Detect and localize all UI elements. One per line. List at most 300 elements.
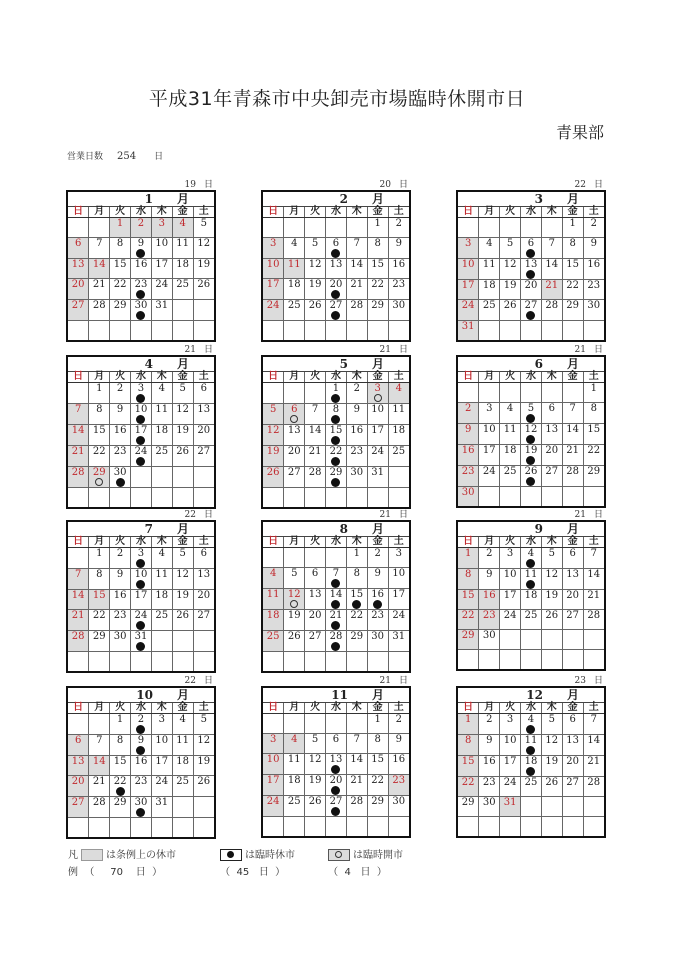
empty-cell bbox=[541, 797, 562, 817]
weekday-header: 月 bbox=[284, 372, 305, 383]
day-cell bbox=[263, 589, 284, 610]
legend-closed-unit: 日 bbox=[258, 867, 269, 878]
weekday-header: 土 bbox=[583, 537, 604, 548]
day-cell bbox=[500, 280, 521, 300]
day-cell bbox=[193, 383, 214, 404]
day-number: 3 bbox=[464, 238, 472, 249]
day-cell bbox=[284, 796, 305, 817]
day-number: 5 bbox=[506, 238, 514, 249]
day-cell bbox=[479, 756, 500, 777]
day-number: 5 bbox=[179, 548, 186, 559]
month-calendar-2 bbox=[261, 180, 411, 342]
month-calendar-9 bbox=[456, 510, 606, 671]
weekday-header: 月 bbox=[89, 537, 110, 548]
day-number: 18 bbox=[266, 610, 280, 621]
day-cell bbox=[284, 631, 305, 652]
day-cell bbox=[110, 797, 131, 818]
day-number: 4 bbox=[179, 218, 186, 229]
empty-cell bbox=[583, 630, 604, 650]
day-number: 19 bbox=[308, 775, 322, 786]
legend-temp-closed: は臨時休市 （ 45 日 ） bbox=[217, 850, 295, 878]
day-number: 17 bbox=[482, 445, 496, 456]
weekday-header: 月 bbox=[89, 207, 110, 218]
legend-temp-open: は臨時開市 （ 4 日 ） bbox=[325, 850, 403, 878]
day-cell bbox=[131, 404, 152, 425]
day-number: 6 bbox=[569, 548, 576, 559]
empty-cell bbox=[388, 817, 409, 837]
day-cell bbox=[388, 425, 409, 446]
empty-cell bbox=[541, 487, 562, 507]
empty-cell bbox=[284, 321, 305, 341]
day-number: 15 bbox=[92, 590, 106, 601]
day-number: 21 bbox=[92, 776, 106, 787]
legend-open-count: 4 bbox=[344, 867, 351, 878]
weekday-header: 土 bbox=[583, 207, 604, 218]
day-cell bbox=[500, 756, 521, 777]
day-number: 26 bbox=[176, 610, 189, 621]
day-number: 11 bbox=[392, 404, 406, 415]
day-number: 8 bbox=[590, 403, 597, 414]
day-cell bbox=[131, 548, 152, 569]
day-number: 6 bbox=[74, 238, 82, 249]
month-calendar-11 bbox=[261, 676, 411, 838]
day-cell bbox=[151, 279, 172, 300]
day-number: 9 bbox=[486, 569, 493, 580]
day-number: 30 bbox=[461, 487, 475, 498]
day-cell bbox=[68, 590, 89, 610]
day-number: 23 bbox=[461, 466, 475, 477]
empty-cell bbox=[131, 818, 152, 838]
day-number: 27 bbox=[287, 467, 301, 478]
filled-circle-icon bbox=[526, 311, 535, 320]
empty-cell bbox=[151, 488, 172, 508]
day-number: 15 bbox=[113, 259, 127, 270]
day-number: 16 bbox=[587, 259, 601, 270]
day-cell bbox=[110, 279, 131, 300]
day-cell bbox=[89, 776, 110, 797]
day-number: 8 bbox=[569, 238, 576, 249]
month-suffix: 月 bbox=[371, 522, 384, 536]
empty-cell bbox=[521, 817, 542, 837]
weekday-header: 木 bbox=[541, 372, 562, 383]
day-number: 18 bbox=[287, 775, 301, 786]
day-number: 25 bbox=[266, 631, 280, 642]
legend-regular-label: は条例上の休市 bbox=[106, 850, 176, 861]
filled-circle-icon bbox=[331, 807, 340, 816]
month-number: 11 bbox=[331, 688, 348, 702]
weekday-header: 土 bbox=[193, 372, 214, 383]
weekday-header: 水 bbox=[326, 372, 347, 383]
filled-circle-icon bbox=[136, 249, 145, 258]
filled-circle-icon bbox=[526, 414, 535, 423]
count-value: 22 bbox=[184, 676, 196, 686]
weekday-header: 月 bbox=[89, 703, 110, 714]
day-cell bbox=[193, 610, 214, 631]
day-number: 21 bbox=[350, 775, 364, 786]
weekday-header: 日 bbox=[458, 207, 479, 218]
day-cell bbox=[89, 735, 110, 756]
day-number: 17 bbox=[392, 589, 406, 600]
day-number: 23 bbox=[587, 280, 601, 291]
weekday-header: 火 bbox=[305, 703, 326, 714]
day-cell bbox=[562, 466, 583, 487]
day-number: 5 bbox=[291, 568, 298, 579]
day-number: 11 bbox=[155, 569, 169, 580]
day-number: 29 bbox=[113, 300, 127, 311]
day-number: 30 bbox=[371, 631, 384, 642]
day-cell bbox=[68, 756, 89, 776]
day-number: 26 bbox=[308, 796, 322, 807]
month-number: 10 bbox=[136, 688, 153, 702]
filled-circle-icon bbox=[136, 621, 145, 630]
empty-cell bbox=[541, 321, 562, 341]
day-number: 14 bbox=[587, 735, 601, 746]
day-cell bbox=[68, 631, 89, 652]
day-cell bbox=[172, 279, 193, 300]
day-cell bbox=[172, 548, 193, 569]
day-cell bbox=[346, 446, 367, 467]
day-number: 26 bbox=[197, 279, 211, 290]
day-number: 31 bbox=[371, 467, 384, 478]
day-number: 11 bbox=[482, 259, 496, 270]
day-number: 9 bbox=[486, 735, 493, 746]
day-number: 23 bbox=[113, 610, 127, 621]
day-cell bbox=[110, 383, 131, 404]
month-day-count bbox=[177, 342, 213, 355]
day-cell bbox=[89, 404, 110, 425]
day-number: 18 bbox=[155, 590, 169, 601]
empty-cell bbox=[479, 487, 500, 507]
empty-cell bbox=[346, 714, 367, 734]
day-cell bbox=[541, 238, 562, 259]
weekday-header: 土 bbox=[388, 703, 409, 714]
day-number: 30 bbox=[350, 467, 364, 478]
day-number: 13 bbox=[524, 259, 538, 270]
day-cell bbox=[131, 259, 152, 279]
day-number: 20 bbox=[197, 590, 211, 601]
day-cell bbox=[500, 466, 521, 487]
day-number: 24 bbox=[266, 300, 280, 311]
weekday-header: 日 bbox=[263, 207, 284, 218]
day-number: 3 bbox=[506, 548, 514, 559]
day-number: 9 bbox=[590, 238, 597, 249]
empty-cell bbox=[193, 321, 214, 341]
empty-cell bbox=[193, 818, 214, 838]
day-cell bbox=[326, 631, 347, 652]
day-number: 13 bbox=[71, 756, 85, 767]
day-number: 6 bbox=[527, 238, 535, 249]
day-number: 25 bbox=[524, 610, 538, 621]
day-number: 20 bbox=[287, 446, 301, 457]
day-number: 8 bbox=[116, 735, 124, 746]
day-number: 21 bbox=[308, 446, 322, 457]
weekday-header: 月 bbox=[284, 703, 305, 714]
weekday-header: 土 bbox=[388, 372, 409, 383]
month-header bbox=[68, 688, 214, 703]
day-cell bbox=[68, 467, 89, 488]
empty-cell bbox=[388, 321, 409, 341]
month-day-count bbox=[177, 177, 213, 190]
day-cell bbox=[172, 569, 193, 590]
day-number: 22 bbox=[92, 610, 106, 621]
empty-cell bbox=[89, 488, 110, 508]
day-number: 13 bbox=[566, 569, 579, 580]
day-cell bbox=[583, 259, 604, 280]
day-number: 28 bbox=[350, 796, 364, 807]
empty-cell bbox=[110, 652, 131, 672]
day-number: 12 bbox=[287, 589, 301, 600]
weekday-header: 木 bbox=[541, 207, 562, 218]
day-number: 28 bbox=[71, 467, 85, 478]
weekday-header: 木 bbox=[151, 207, 172, 218]
day-cell bbox=[500, 735, 521, 756]
day-cell bbox=[68, 425, 89, 446]
weekday-header: 金 bbox=[367, 703, 388, 714]
weekday-header: 火 bbox=[500, 207, 521, 218]
day-cell bbox=[193, 735, 214, 756]
day-cell bbox=[110, 446, 131, 467]
count-value: 21 bbox=[184, 345, 196, 355]
day-cell bbox=[458, 777, 479, 797]
empty-cell bbox=[541, 383, 562, 403]
day-number: 16 bbox=[392, 259, 406, 270]
month-suffix: 月 bbox=[176, 522, 189, 536]
empty-cell bbox=[367, 817, 388, 837]
day-cell bbox=[131, 300, 152, 321]
empty-cell bbox=[305, 321, 326, 341]
empty-cell bbox=[562, 321, 583, 341]
day-cell bbox=[110, 259, 131, 279]
weekday-header: 水 bbox=[521, 207, 542, 218]
day-cell bbox=[479, 569, 500, 590]
filled-circle-icon bbox=[331, 436, 340, 445]
empty-cell bbox=[346, 321, 367, 341]
empty-cell bbox=[326, 714, 347, 734]
day-cell bbox=[388, 568, 409, 589]
empty-cell bbox=[346, 218, 367, 238]
day-number: 10 bbox=[134, 404, 148, 415]
day-cell bbox=[68, 735, 89, 756]
day-cell bbox=[110, 610, 131, 631]
day-cell bbox=[346, 259, 367, 279]
day-cell bbox=[479, 630, 500, 650]
day-cell bbox=[562, 300, 583, 321]
day-cell bbox=[541, 735, 562, 756]
day-number: 2 bbox=[116, 383, 124, 394]
day-number: 6 bbox=[548, 403, 555, 414]
day-cell bbox=[193, 425, 214, 446]
day-number: 14 bbox=[545, 259, 559, 270]
day-cell bbox=[458, 259, 479, 280]
day-cell bbox=[388, 218, 409, 238]
day-number: 30 bbox=[134, 797, 148, 808]
count-value: 21 bbox=[379, 345, 391, 355]
day-cell bbox=[367, 610, 388, 631]
day-number: 20 bbox=[329, 775, 343, 786]
day-cell bbox=[193, 238, 214, 259]
day-cell bbox=[284, 610, 305, 631]
day-number: 24 bbox=[155, 776, 169, 787]
day-cell bbox=[458, 610, 479, 630]
day-cell bbox=[521, 466, 542, 487]
day-cell bbox=[562, 280, 583, 300]
day-number: 18 bbox=[155, 425, 169, 436]
weekday-header: 火 bbox=[110, 703, 131, 714]
day-cell bbox=[562, 610, 583, 630]
day-cell bbox=[284, 589, 305, 610]
weekday-header: 金 bbox=[172, 372, 193, 383]
day-number: 7 bbox=[353, 734, 360, 745]
day-number: 2 bbox=[353, 383, 360, 394]
day-cell bbox=[500, 403, 521, 424]
count-unit: 日 bbox=[398, 345, 408, 355]
day-number: 29 bbox=[461, 797, 475, 808]
day-cell bbox=[263, 631, 284, 652]
day-number: 15 bbox=[461, 590, 475, 601]
empty-cell bbox=[500, 321, 521, 341]
empty-cell bbox=[151, 818, 172, 838]
empty-cell bbox=[263, 714, 284, 734]
month-day-count bbox=[372, 177, 408, 190]
day-cell bbox=[326, 446, 347, 467]
day-cell bbox=[284, 279, 305, 300]
day-cell bbox=[89, 548, 110, 569]
weekday-header: 金 bbox=[367, 372, 388, 383]
day-number: 2 bbox=[374, 548, 381, 559]
empty-cell bbox=[388, 652, 409, 672]
empty-cell bbox=[89, 818, 110, 838]
day-number: 5 bbox=[548, 714, 555, 725]
day-cell bbox=[193, 446, 214, 467]
weekday-header: 金 bbox=[172, 207, 193, 218]
day-number: 3 bbox=[158, 218, 165, 229]
day-number: 31 bbox=[503, 797, 517, 808]
day-cell bbox=[346, 548, 367, 568]
day-number: 8 bbox=[374, 238, 381, 249]
day-cell bbox=[193, 259, 214, 279]
empty-cell bbox=[110, 818, 131, 838]
filled-circle-icon bbox=[331, 786, 340, 795]
day-cell bbox=[367, 734, 388, 754]
day-number: 20 bbox=[71, 776, 85, 787]
empty-cell bbox=[521, 650, 542, 670]
day-number: 18 bbox=[392, 425, 406, 436]
day-number: 29 bbox=[587, 466, 601, 477]
day-number: 15 bbox=[329, 425, 343, 436]
day-number: 21 bbox=[587, 590, 601, 601]
day-cell bbox=[388, 404, 409, 425]
day-cell bbox=[346, 589, 367, 610]
month-number: 5 bbox=[339, 357, 348, 371]
day-cell bbox=[388, 259, 409, 279]
day-number: 20 bbox=[545, 445, 559, 456]
day-number: 29 bbox=[92, 467, 106, 478]
day-cell bbox=[151, 238, 172, 259]
day-cell bbox=[326, 259, 347, 279]
day-cell bbox=[562, 777, 583, 797]
day-number: 22 bbox=[371, 279, 384, 290]
day-cell bbox=[388, 589, 409, 610]
day-number: 13 bbox=[329, 754, 343, 765]
empty-cell bbox=[193, 797, 214, 818]
day-cell bbox=[521, 259, 542, 280]
day-cell bbox=[89, 300, 110, 321]
day-cell bbox=[458, 714, 479, 735]
day-cell bbox=[583, 300, 604, 321]
empty-cell bbox=[346, 817, 367, 837]
weekday-header: 木 bbox=[346, 537, 367, 548]
day-number: 1 bbox=[353, 548, 360, 559]
day-cell bbox=[284, 775, 305, 796]
weekday-header: 水 bbox=[131, 372, 152, 383]
empty-cell bbox=[583, 817, 604, 837]
day-cell bbox=[458, 280, 479, 300]
day-number: 15 bbox=[113, 756, 127, 767]
day-number: 12 bbox=[176, 569, 189, 580]
day-number: 12 bbox=[524, 424, 538, 435]
filled-circle-icon bbox=[136, 436, 145, 445]
day-number: 24 bbox=[266, 796, 280, 807]
empty-cell bbox=[479, 817, 500, 837]
day-number: 5 bbox=[527, 403, 535, 414]
empty-cell bbox=[89, 714, 110, 735]
day-number: 19 bbox=[524, 445, 538, 456]
day-number: 15 bbox=[566, 259, 579, 270]
day-number: 27 bbox=[197, 446, 211, 457]
day-number: 27 bbox=[566, 777, 579, 788]
day-cell bbox=[500, 797, 521, 817]
day-cell bbox=[388, 548, 409, 568]
day-cell bbox=[263, 279, 284, 300]
day-number: 3 bbox=[158, 714, 165, 725]
day-cell bbox=[458, 548, 479, 569]
day-cell bbox=[131, 631, 152, 652]
day-cell bbox=[541, 424, 562, 445]
day-number: 24 bbox=[503, 777, 517, 788]
day-number: 5 bbox=[311, 238, 319, 249]
day-number: 7 bbox=[96, 735, 103, 746]
day-number: 4 bbox=[395, 383, 402, 394]
weekday-header: 土 bbox=[193, 207, 214, 218]
weekday-header: 金 bbox=[367, 537, 388, 548]
day-cell bbox=[367, 775, 388, 796]
empty-cell bbox=[172, 652, 193, 672]
day-cell bbox=[263, 425, 284, 446]
day-cell bbox=[110, 590, 131, 610]
day-number: 6 bbox=[200, 383, 207, 394]
day-number: 3 bbox=[395, 548, 402, 559]
weekday-header: 月 bbox=[284, 537, 305, 548]
day-cell bbox=[193, 714, 214, 735]
empty-cell bbox=[458, 383, 479, 403]
business-days bbox=[67, 149, 163, 162]
day-cell bbox=[388, 300, 409, 321]
filled-circle-icon bbox=[136, 808, 145, 817]
day-number: 23 bbox=[392, 279, 406, 290]
day-number: 6 bbox=[569, 714, 576, 725]
day-number: 7 bbox=[569, 403, 576, 414]
day-cell bbox=[89, 279, 110, 300]
count-unit: 日 bbox=[398, 510, 408, 520]
empty-cell bbox=[479, 383, 500, 403]
day-cell bbox=[172, 756, 193, 776]
day-cell bbox=[305, 259, 326, 279]
day-number: 27 bbox=[329, 796, 343, 807]
day-cell bbox=[458, 403, 479, 424]
day-cell bbox=[346, 568, 367, 589]
day-cell bbox=[562, 445, 583, 466]
month-day-count bbox=[567, 177, 603, 190]
